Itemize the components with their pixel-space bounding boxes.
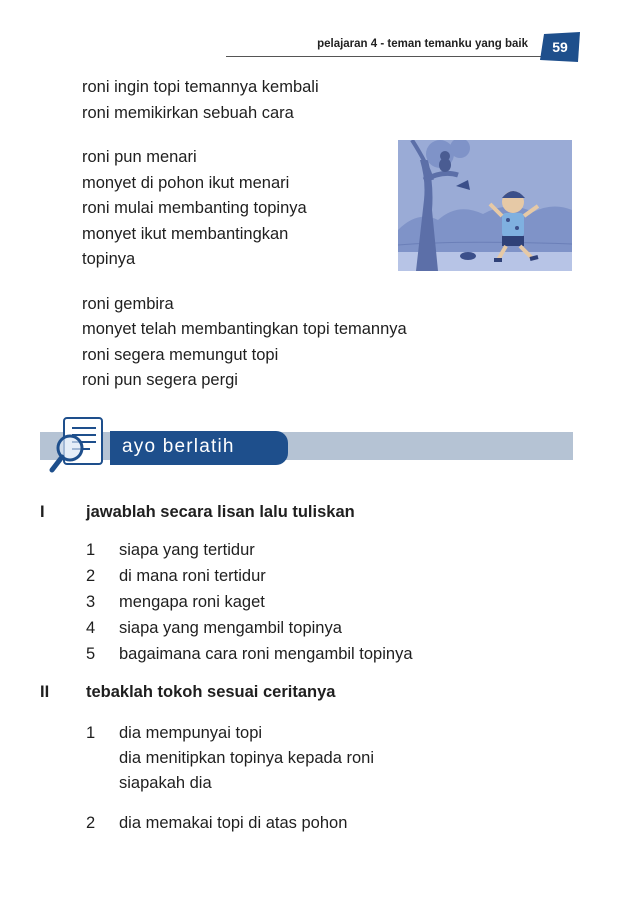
- story-line: roni memikirkan sebuah cara: [82, 103, 294, 122]
- question-text: dia menitipkan topinya kepada roni: [119, 749, 375, 767]
- question-number: 4: [86, 619, 96, 637]
- section-numeral: I: [40, 503, 45, 521]
- page-number: 59: [552, 39, 568, 55]
- section-numeral: II: [40, 683, 50, 701]
- story-line: roni pun segera pergi: [82, 371, 238, 389]
- story-stanza: [82, 145, 407, 273]
- story-line: roni mulai membanting topinya: [82, 199, 307, 217]
- story-line: roni segera memungut topi: [82, 345, 279, 364]
- story-text: [82, 75, 407, 394]
- question-number: 1: [86, 541, 96, 559]
- story-line: topinya: [82, 250, 136, 268]
- question-text: dia memakai topi di atas pohon: [119, 814, 348, 832]
- chapter-header: pelajaran 4 - teman temanku yang baik: [317, 38, 528, 50]
- exercise-banner-label: ayo berlatih: [122, 436, 235, 457]
- page-number-badge: [540, 32, 580, 62]
- story-line: roni ingin topi temannya kembali: [82, 78, 319, 96]
- section-title: jawablah secara lisan lalu tuliskan: [86, 503, 355, 521]
- question-text: bagaimana cara roni mengambil topinya: [119, 645, 413, 663]
- story-line: monyet di pohon ikut menari: [82, 173, 290, 192]
- story-illustration: [398, 140, 572, 271]
- story-line: roni gembira: [82, 294, 174, 313]
- story-line: roni pun menari: [82, 148, 197, 166]
- question-text: dia mempunyai topi: [119, 724, 263, 742]
- question-text: siapa yang tertidur: [119, 541, 255, 559]
- story-line: monyet ikut membantingkan: [82, 224, 289, 243]
- question-number: 5: [86, 645, 96, 663]
- question-number: 1: [86, 724, 96, 742]
- question-text: di mana roni tertidur: [119, 567, 266, 585]
- boy-and-monkey-image: [398, 140, 572, 271]
- question-text: siapa yang mengambil topinya: [119, 619, 342, 637]
- question-text: siapakah dia: [119, 774, 212, 792]
- question-number: 3: [86, 593, 96, 611]
- story-stanza: [82, 292, 407, 394]
- document-magnifier-icon: [48, 414, 114, 478]
- exercise-banner: [110, 431, 288, 465]
- question-number: 2: [86, 567, 96, 585]
- question-number: 2: [86, 814, 96, 832]
- story-stanza: [82, 75, 407, 126]
- header-rule: [226, 56, 574, 57]
- section-title: tebaklah tokoh sesuai ceritanya: [86, 683, 336, 701]
- story-line: monyet telah membantingkan topi temannya: [82, 320, 407, 338]
- question-text: mengapa roni kaget: [119, 593, 265, 611]
